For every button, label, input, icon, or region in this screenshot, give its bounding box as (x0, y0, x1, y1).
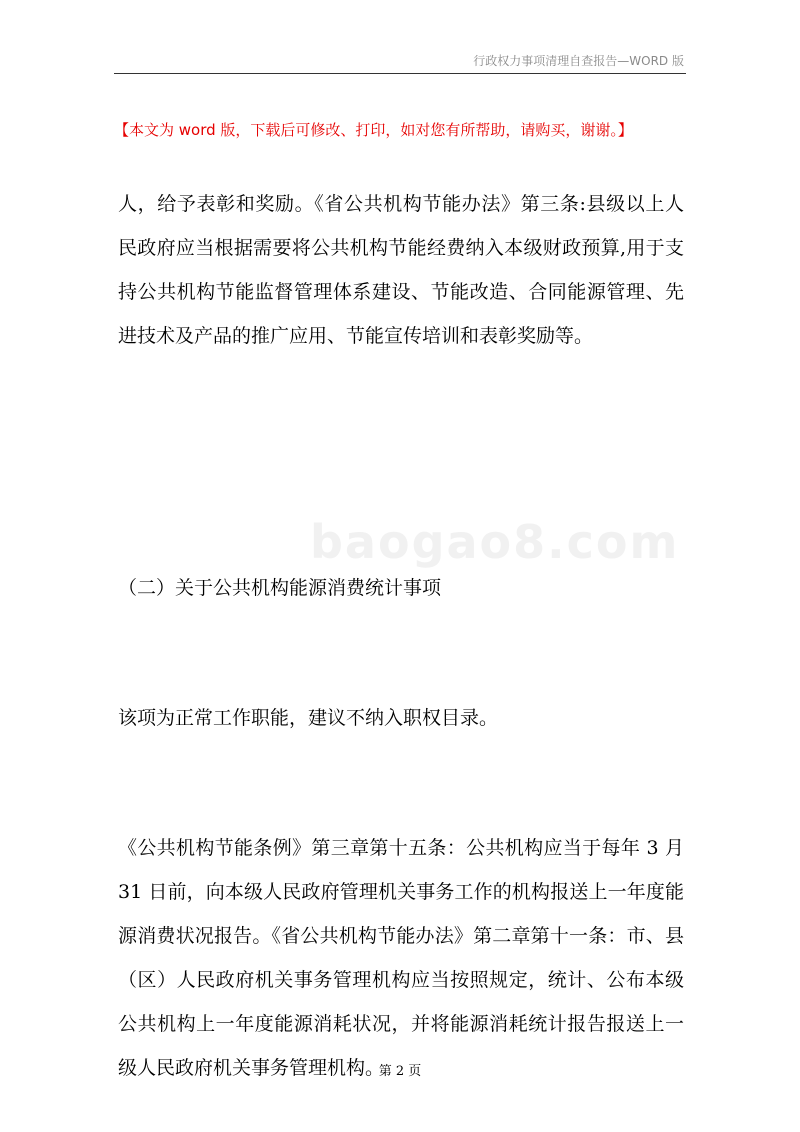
header-title: 行政权力事项清理自查报告—WORD 版 (473, 54, 684, 68)
page-number: 第 2 页 (378, 1064, 422, 1079)
paragraph-energy-funding: 人，给予表彰和奖励。《省公共机构节能办法》第三条:县级以上人民政府应当根据需要将公共机构节能经费纳入本级财政预算,用于支持公共机构节能监督管理体系建设、节能改造、合同能源管理、先进技术及产品的推广应用、节能宣传培训和表彰奖励等。 (118, 193, 684, 347)
header-divider (114, 73, 686, 74)
paragraph-recommendation: 该项为正常工作职能，建议不纳入职权目录。 (118, 707, 499, 729)
download-notice: 【本文为 word 版，下载后可修改、打印，如对您有所帮助，请购买，谢谢。】 (114, 121, 633, 139)
paragraph-regulation-basis: 《公共机构节能条例》第三章第十五条：公共机构应当于每年 3 月 31 日前，向本级人民政府管理机关事务工作的机构报送上一年度能源消费状况报告。《省公共机构节能办法》第二章第十一条：市、县（区）人民政府机关事务管理机构应当按照规定，统计、公布本级公共机构上一年度能源消耗状况，并将能源消耗统计报告报送上一级人民政府机关事务管理机构。 (118, 837, 684, 1079)
section-heading-energy-statistics: （二）关于公共机构能源消费统计事项 (118, 577, 442, 599)
watermark: baogao8.com (310, 515, 680, 569)
